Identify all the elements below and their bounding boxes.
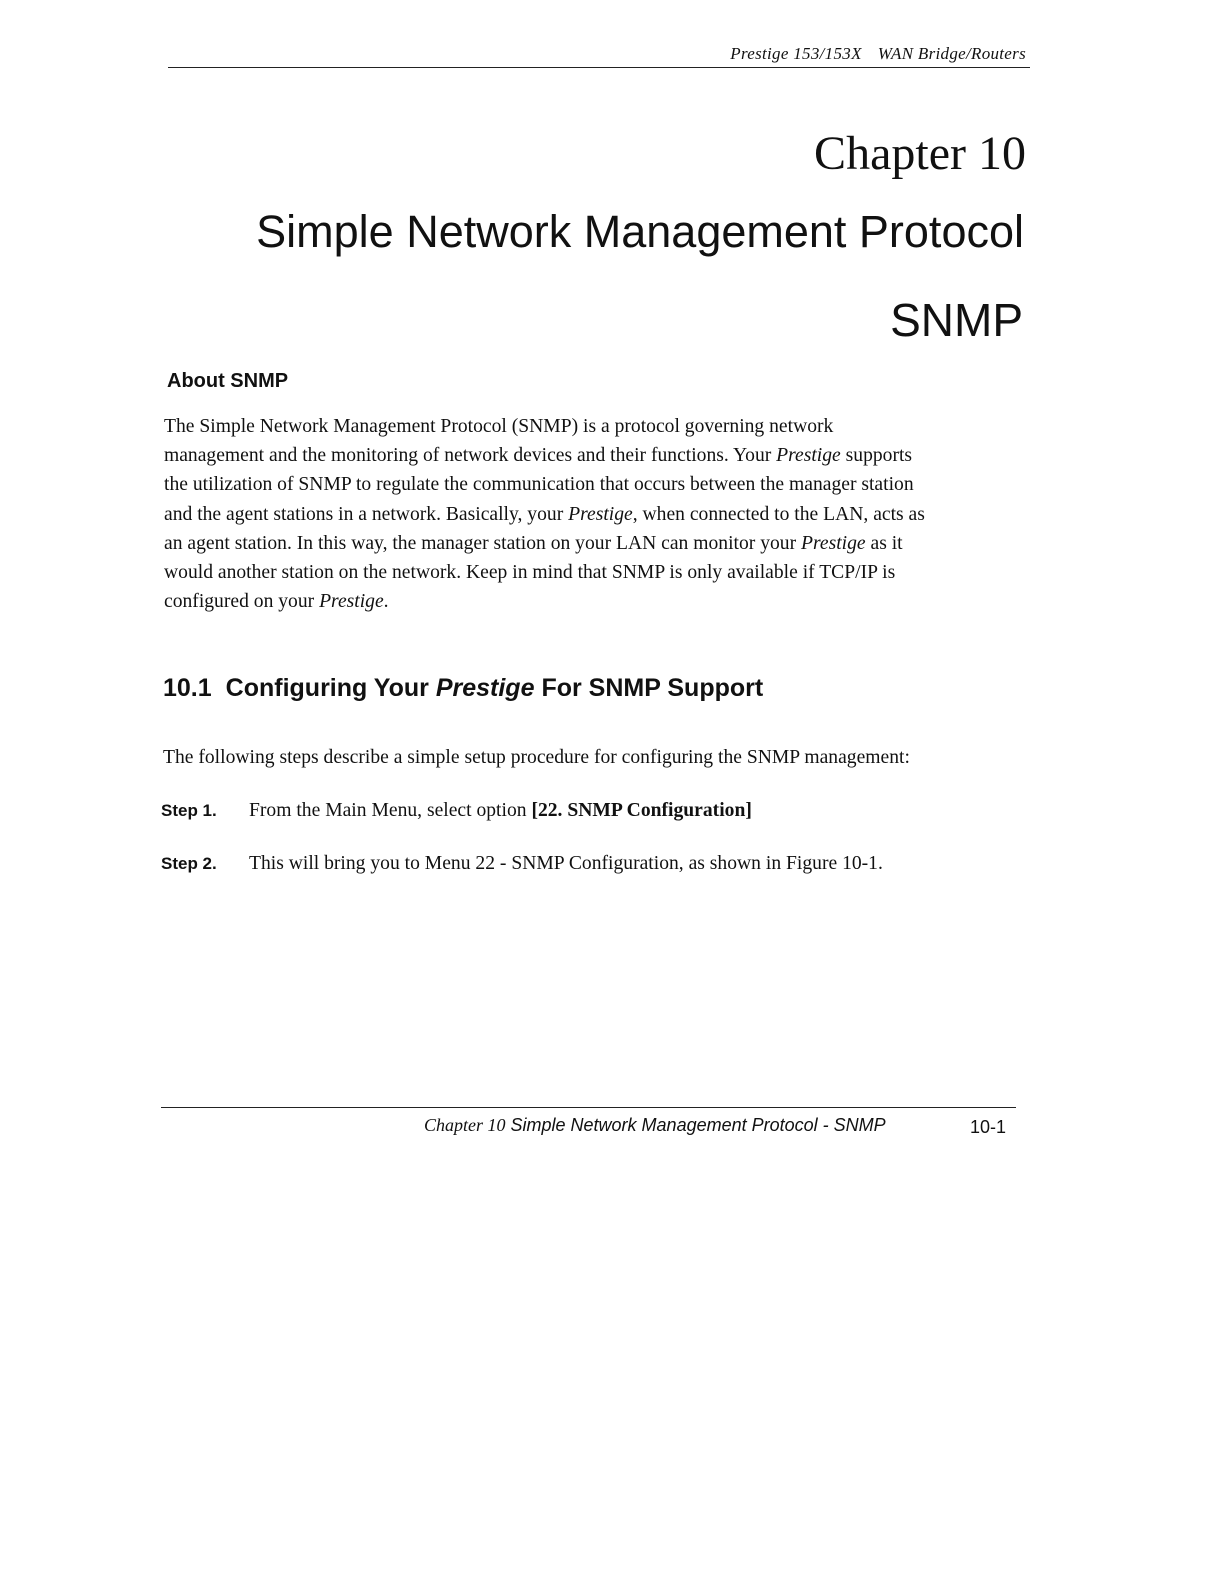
header-product: Prestige 153/153X xyxy=(730,44,862,63)
header-rule xyxy=(168,67,1030,68)
footer-title: Simple Network Management Protocol - SNMP xyxy=(505,1115,886,1135)
header-descriptor: WAN Bridge/Routers xyxy=(877,44,1026,63)
paragraph-line: an agent station. In this way, the manager station on your LAN can monitor your Prestige as it xyxy=(164,532,903,554)
step-label: Step 2. xyxy=(161,854,217,873)
section-number: 10.1 xyxy=(163,674,212,702)
paragraph-line: and the agent stations in a network. Basically, your Prestige, when connected to the LAN, acts as xyxy=(164,503,925,525)
step-item xyxy=(161,853,883,875)
step-text: This will bring you to Menu 22 - SNMP Configuration, as shown in Figure 10-1. xyxy=(249,853,883,874)
section-title-pre: Configuring Your xyxy=(225,674,436,702)
step-item xyxy=(161,800,752,822)
step-text: From the Main Menu, select option xyxy=(249,800,532,821)
about-paragraph xyxy=(164,412,1044,616)
chapter-title: Simple Network Management Protocol xyxy=(256,206,1024,257)
paragraph-line: the utilization of SNMP to regulate the communication that occurs between the manager station xyxy=(164,474,914,496)
paragraph-line: configured on your Prestige. xyxy=(164,591,389,613)
running-footer xyxy=(424,1115,886,1136)
section-title-emphasis: Prestige xyxy=(435,674,535,702)
about-heading: About SNMP xyxy=(167,370,289,392)
section-intro: The following steps describe a simple setup procedure for configuring the SNMP management: xyxy=(163,747,910,768)
chapter-label: Chapter 10 xyxy=(814,127,1026,180)
chapter-subtitle: SNMP xyxy=(890,294,1023,346)
footer-rule xyxy=(161,1107,1016,1108)
paragraph-line: would another station on the network. Keep in mind that SNMP is only available if TCP/IP is xyxy=(164,562,896,584)
paragraph-line: management and the monitoring of network devices and their functions. Your Prestige supports xyxy=(164,445,913,467)
section-title-post: For SNMP Support xyxy=(534,674,764,702)
paragraph-line: The Simple Network Management Protocol (SNMP) is a protocol governing network xyxy=(164,416,834,437)
footer-chapter: Chapter 10 xyxy=(424,1115,506,1135)
step-label: Step 1. xyxy=(161,801,217,820)
section-heading xyxy=(163,674,763,703)
running-header xyxy=(560,44,1026,64)
menu-option: [22. SNMP Configuration] xyxy=(531,800,752,821)
page-number: 10-1 xyxy=(970,1117,1007,1137)
